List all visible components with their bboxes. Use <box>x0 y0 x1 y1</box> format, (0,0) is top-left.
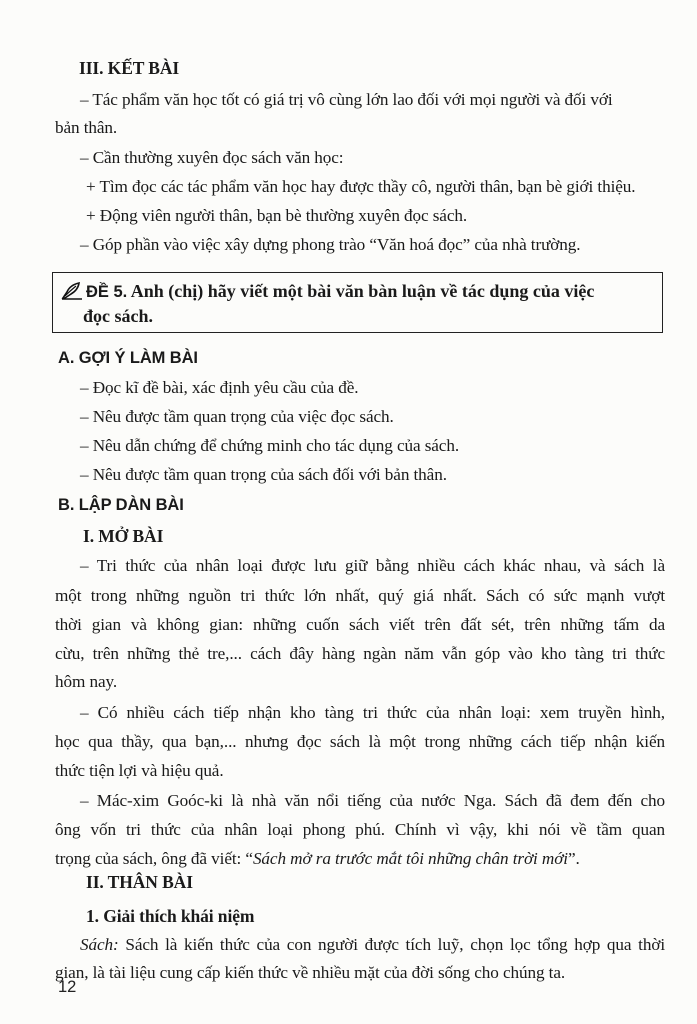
ket-bai-p1-line2: bản thân. <box>55 118 118 137</box>
exercise-box <box>52 272 663 333</box>
goi-y-item: – Nêu được tầm quan trọng của việc đọc sách. <box>80 407 394 426</box>
ket-bai-p2: – Cần thường xuyên đọc sách văn học: <box>80 148 344 167</box>
definition-line1 <box>80 935 665 955</box>
gorky-quote: Sách mở ra trước mắt tôi những chân trời mới <box>252 849 568 868</box>
pen-writing-icon <box>61 282 83 300</box>
quote-prefix: trọng của sách, ông đã viết: “ <box>55 849 253 868</box>
page-number: 12 <box>58 978 77 996</box>
exercise-question-line1 <box>61 281 654 302</box>
exercise-question-text: Anh (chị) hãy viết một bài văn bàn luận về tác dụng của việc <box>127 281 595 301</box>
heading-ket-bai: III. KẾT BÀI <box>79 58 180 78</box>
mo-bai-p1-line: – Tri thức của nhân loại được lưu giữ bằng nhiều cách khác nhau, và sách là <box>80 556 665 575</box>
mo-bai-p2-line: học qua thầy, qua bạn,... nhưng đọc sách là một trong những cách tiếp nhận kiến <box>55 732 665 751</box>
exercise-label: ĐỀ 5. <box>86 283 128 301</box>
heading-lap-dan-bai: B. LẬP DÀN BÀI <box>58 496 184 514</box>
quote-suffix: ”. <box>567 849 580 868</box>
mo-bai-p3-line: ông vốn tri thức của nhân loại phong phú. Chính vì vậy, khi nói về tầm quan <box>55 820 665 839</box>
goi-y-item: – Đọc kĩ đề bài, xác định yêu cầu của đề. <box>80 378 359 397</box>
exercise-question-line2: đọc sách. <box>83 306 154 326</box>
definition-line2: gian, là tài liệu cung cấp kiến thức về nhiều mặt của đời sống cho chúng ta. <box>55 963 566 982</box>
ket-bai-p2-sub1: + Tìm đọc các tác phẩm văn học hay được thầy cô, người thân, bạn bè giới thiệu. <box>86 177 636 196</box>
mo-bai-p1-line: cừu, trên những thẻ tre,... cách đây hàng ngàn năm vẫn góp vào kho tàng tri thức <box>55 644 665 663</box>
definition-term: Sách: <box>80 935 119 954</box>
mo-bai-p1-line: một trong những nguồn tri thức lớn nhất, quý giá nhất. Sách có sức mạnh vượt <box>55 586 665 605</box>
heading-goi-y: A. GỢI Ý LÀM BÀI <box>58 349 198 367</box>
ket-bai-p2-sub2: + Động viên người thân, bạn bè thường xuyên đọc sách. <box>86 206 468 225</box>
mo-bai-p3-last-line <box>55 849 667 869</box>
goi-y-item: – Nêu dẫn chứng để chứng minh cho tác dụng của sách. <box>80 436 460 455</box>
definition-text: Sách là kiến thức của con người được tích luỹ, chọn lọc tổng hợp qua thời <box>118 935 665 954</box>
heading-giai-thich-khai-niem: 1. Giải thích khái niệm <box>86 906 255 926</box>
goi-y-item: – Nêu được tầm quan trọng của sách đối với bản thân. <box>80 465 447 484</box>
mo-bai-p2-line: – Có nhiều cách tiếp nhận kho tàng tri thức của nhân loại: xem truyền hình, <box>80 703 665 722</box>
mo-bai-p2-line: thức tiện lợi và hiệu quả. <box>55 761 224 780</box>
heading-than-bai: II. THÂN BÀI <box>86 872 193 892</box>
mo-bai-p1-line: hôm nay. <box>55 672 118 691</box>
ket-bai-p3: – Góp phần vào việc xây dựng phong trào “Văn hoá đọc” của nhà trường. <box>80 235 581 254</box>
mo-bai-p3-line: – Mác-xim Goóc-ki là nhà văn nổi tiếng của nước Nga. Sách đã đem đến cho <box>80 791 665 810</box>
heading-mo-bai: I. MỞ BÀI <box>83 526 164 546</box>
ket-bai-p1-line1: – Tác phẩm văn học tốt có giá trị vô cùng lớn lao đối với mọi người và đối với <box>80 90 613 109</box>
mo-bai-p1-line: thời gian và không gian: những cuốn sách viết trên đất sét, trên những tấm da <box>55 615 665 634</box>
